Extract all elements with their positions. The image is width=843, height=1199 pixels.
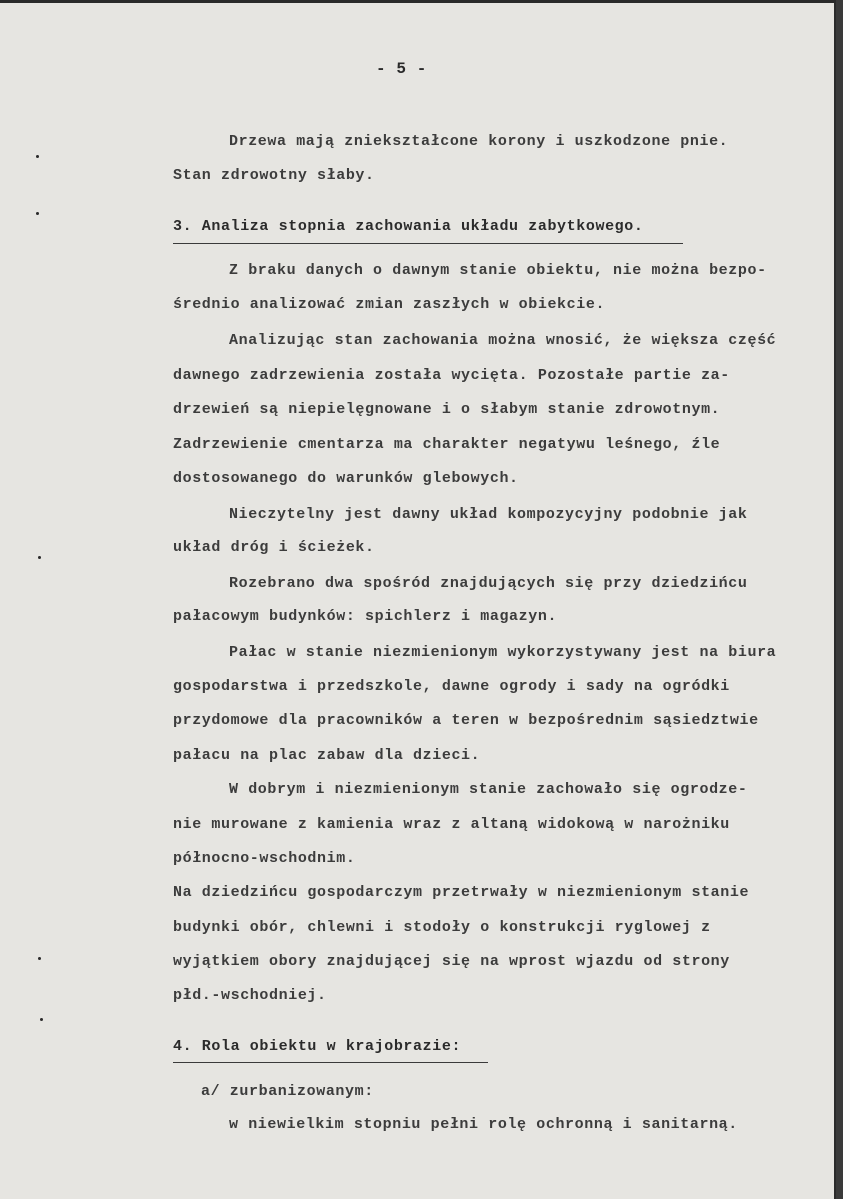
section-heading-4: 4. Rola obiektu w krajobrazie: xyxy=(173,1038,462,1055)
text-line: Z braku danych o dawnym stanie obiektu, nie można bezpo- xyxy=(229,262,767,279)
text-line: drzewień są niepielęgnowane i o słabym stanie zdrowotnym. xyxy=(173,401,721,418)
text-line: pałacowym budynków: spichlerz i magazyn. xyxy=(173,608,558,625)
text-line: a/ zurbanizowanym: xyxy=(201,1083,374,1100)
heading-underline xyxy=(173,1062,488,1063)
section-heading-3: 3. Analiza stopnia zachowania układu zabytkowego. xyxy=(173,218,644,235)
text-line: W dobrym i niezmienionym stanie zachowało się ogrodze- xyxy=(229,781,748,798)
scan-top-edge xyxy=(0,0,836,3)
text-line: Nieczytelny jest dawny układ kompozycyjny podobnie jak xyxy=(229,506,748,523)
text-line: średnio analizować zmian zaszłych w obiekcie. xyxy=(173,296,606,313)
text-line: w niewielkim stopniu pełni rolę ochronną i sanitarną. xyxy=(229,1116,738,1133)
heading-underline xyxy=(173,243,683,244)
text-line: Analizując stan zachowania można wnosić, że większa część xyxy=(229,332,777,349)
text-line: dawnego zadrzewienia została wycięta. Pozostałe partie za- xyxy=(173,367,730,384)
scan-speck xyxy=(36,212,39,215)
scan-speck xyxy=(40,1018,43,1021)
text-line: przydomowe dla pracowników a teren w bezpośrednim sąsiedztwie xyxy=(173,712,759,729)
text-line: płd.-wschodniej. xyxy=(173,987,327,1004)
text-line: budynki obór, chlewni i stodoły o konstrukcji ryglowej z xyxy=(173,919,711,936)
scan-speck xyxy=(38,556,41,559)
scan-speck xyxy=(36,155,39,158)
text-line: Zadrzewienie cmentarza ma charakter negatywu leśnego, źle xyxy=(173,436,721,453)
text-line: Drzewa mają zniekształcone korony i uszkodzone pnie. xyxy=(229,133,729,150)
text-line: Pałac w stanie niezmienionym wykorzystywany jest na biura xyxy=(229,644,777,661)
text-line: Rozebrano dwa spośród znajdujących się przy dziedzińcu xyxy=(229,575,748,592)
text-line: dostosowanego do warunków glebowych. xyxy=(173,470,519,487)
text-line: układ dróg i ścieżek. xyxy=(173,539,375,556)
page-number: - 5 - xyxy=(376,60,428,78)
text-line: Na dziedzińcu gospodarczym przetrwały w niezmienionym stanie xyxy=(173,884,750,901)
text-line: północno-wschodnim. xyxy=(173,850,356,867)
text-line: pałacu na plac zabaw dla dzieci. xyxy=(173,747,481,764)
text-line: Stan zdrowotny słaby. xyxy=(173,167,375,184)
text-line: wyjątkiem obory znajdującej się na wprost wjazdu od strony xyxy=(173,953,730,970)
text-line: nie murowane z kamienia wraz z altaną widokową w narożniku xyxy=(173,816,730,833)
text-line: gospodarstwa i przedszkole, dawne ogrody i sady na ogródki xyxy=(173,678,730,695)
scan-speck xyxy=(38,957,41,960)
